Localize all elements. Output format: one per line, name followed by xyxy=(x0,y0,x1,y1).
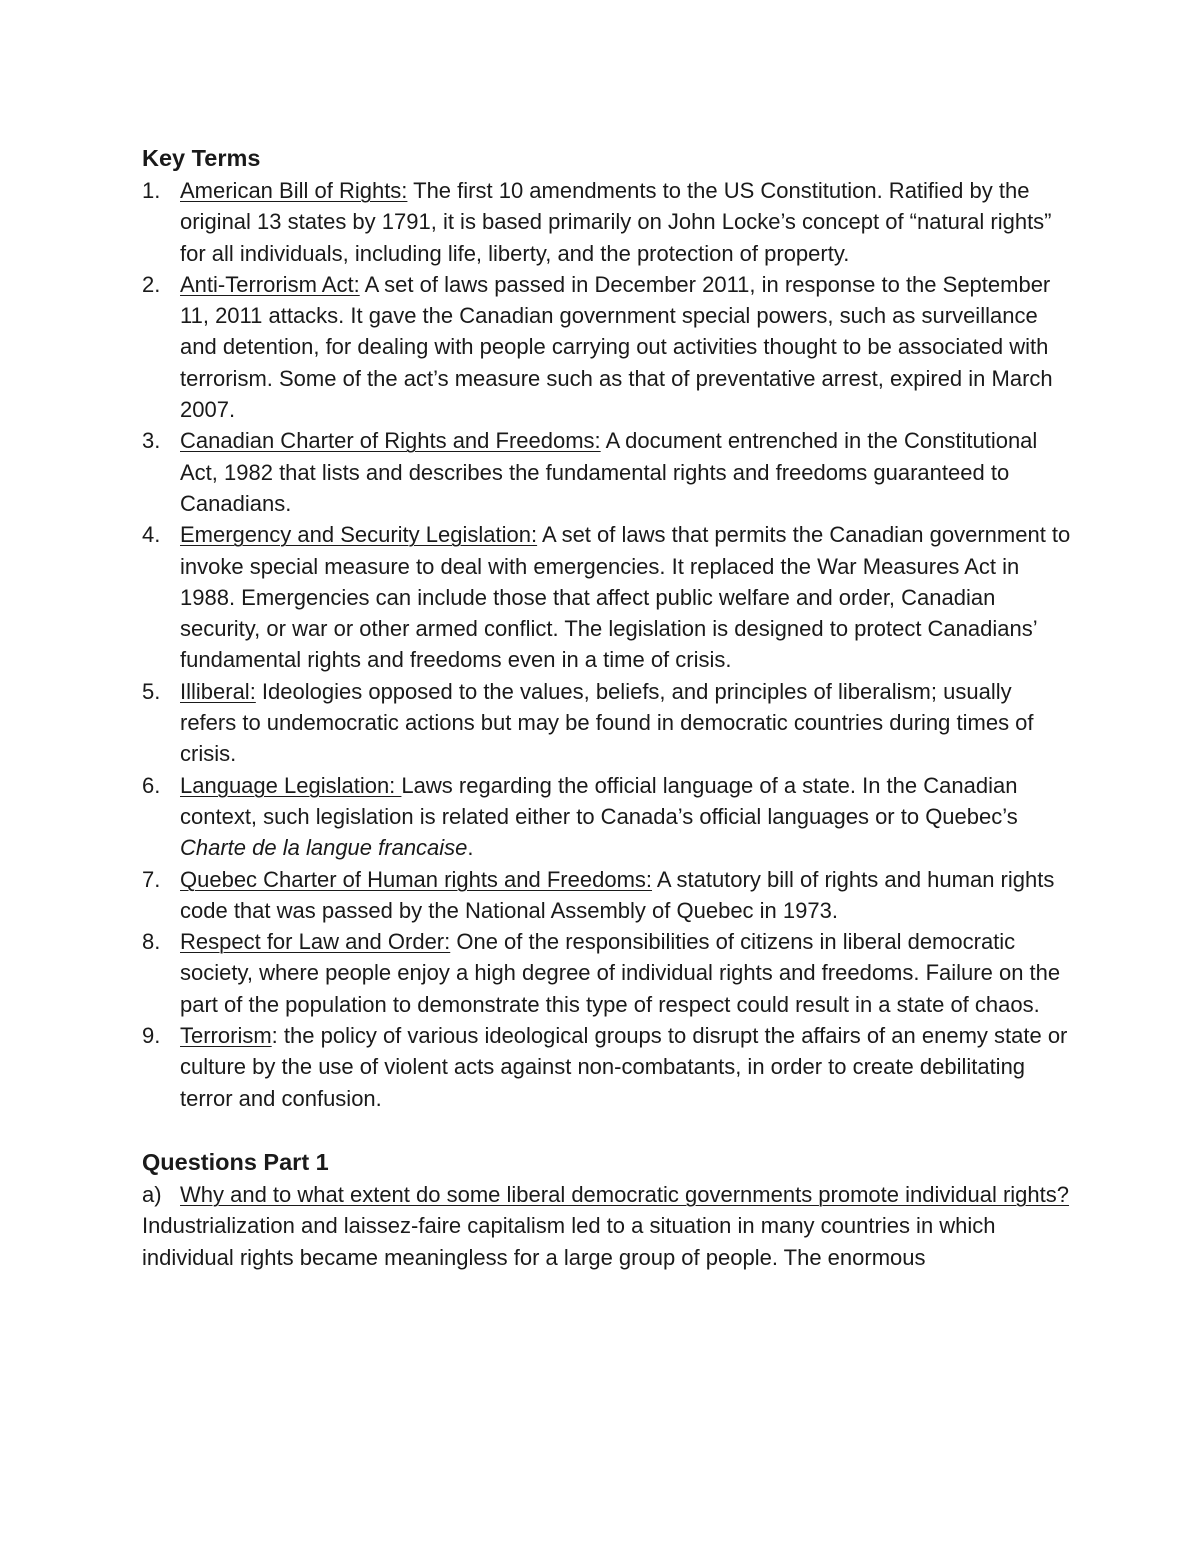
answer-paragraph: Industrialization and laissez-faire capitalism led to a situation in many countries in which individual rights became meaningless for a large group of people. The enormous xyxy=(142,1213,996,1270)
item-number: 3. xyxy=(142,428,161,454)
term-label: Terrorism xyxy=(180,1023,272,1049)
list-item xyxy=(142,269,1072,425)
term-definition: A statutory bill of rights and human rights code that was passed by the National Assembly of Quebec in 1973. xyxy=(180,866,1055,923)
list-item xyxy=(142,864,1072,927)
term-definition: Laws regarding the official language of a state. In the Canadian context, such legislation is related either to Canada’s official languages or to Quebec’s xyxy=(180,772,1018,829)
term-label: Illiberal: xyxy=(180,678,256,704)
term-definition: Ideologies opposed to the values, beliefs, and principles of liberalism; usually refers to undemocratic actions but may be found in democratic countries during times of crisis. xyxy=(180,678,1034,767)
item-number: 5. xyxy=(142,678,161,704)
item-number: 1. xyxy=(142,178,161,203)
item-number: 6. xyxy=(142,772,161,798)
item-number: 4. xyxy=(142,522,161,548)
item-number: 9. xyxy=(142,1023,161,1049)
question-item xyxy=(142,1179,1072,1210)
term-definition: The first 10 amendments to the US Constitution. Ratified by the original 13 states by 1791, it is based primarily on John Locke’s concept of “natural rights” for all individuals, including life, liberty, and the protection of property. xyxy=(180,178,1052,266)
key-terms-heading: Key Terms xyxy=(142,145,261,171)
term-definition: A set of laws passed in December 2011, in response to the September 11, 2011 attacks. It gave the Canadian government special powers, such as surveillance and detention, for dealing with people carrying out activities thought to be associated with terrorism. Some of the act’s measure such as that of preventative arrest, expired in March 2007. xyxy=(180,271,1053,423)
list-item xyxy=(142,1020,1072,1114)
list-item xyxy=(142,926,1072,1020)
term-label: Anti-Terrorism Act: xyxy=(180,271,360,297)
term-definition-end: . xyxy=(467,835,474,861)
term-definition: A document entrenched in the Constitutional Act, 1982 that lists and describes the fundamental rights and freedoms guaranteed to Canadians. xyxy=(180,428,1038,516)
key-terms-list xyxy=(142,175,1072,1114)
document-content xyxy=(142,141,1072,1273)
list-item xyxy=(142,425,1072,519)
question-text: Why and to what extent do some liberal democratic governments promote individual rights? xyxy=(180,1181,1070,1207)
item-number: 2. xyxy=(142,271,161,297)
term-definition: : the policy of various ideological groups to disrupt the affairs of an enemy state or culture by the use of violent acts against non-combatants, in order to create debilitating terror and confusion. xyxy=(180,1023,1068,1111)
term-label: Quebec Charter of Human rights and Freedoms: xyxy=(180,866,653,892)
term-label: Emergency and Security Legislation: xyxy=(180,522,538,548)
item-number: 8. xyxy=(142,929,161,955)
list-item xyxy=(142,770,1072,864)
term-label: Canadian Charter of Rights and Freedoms: xyxy=(180,428,601,454)
term-definition: A set of laws that permits the Canadian government to invoke special measure to deal with emergencies. It replaced the War Measures Act in 1988. Emergencies can include those that affect public welfare and order, Canadian security, or war or other armed conflict. The legislation is designed to protect Canadians’ fundamental rights and freedoms even in a time of crisis. xyxy=(180,522,1071,673)
term-label: Language Legislation: xyxy=(180,772,402,798)
item-number: 7. xyxy=(142,866,161,892)
list-item xyxy=(142,175,1072,269)
question-label: a) xyxy=(142,1181,162,1207)
term-definition-italic: Charte de la langue francaise xyxy=(180,835,468,861)
term-label: American Bill of Rights: xyxy=(180,178,408,203)
questions-heading: Questions Part 1 xyxy=(142,1148,329,1175)
list-item xyxy=(142,676,1072,770)
term-label: Respect for Law and Order: xyxy=(180,929,451,955)
list-item xyxy=(142,519,1072,675)
term-definition: One of the responsibilities of citizens in liberal democratic society, where people enjoy a high degree of individual rights and freedoms. Failure on the part of the population to demonstrate this type of respect could result in a state of chaos. xyxy=(180,929,1061,1017)
